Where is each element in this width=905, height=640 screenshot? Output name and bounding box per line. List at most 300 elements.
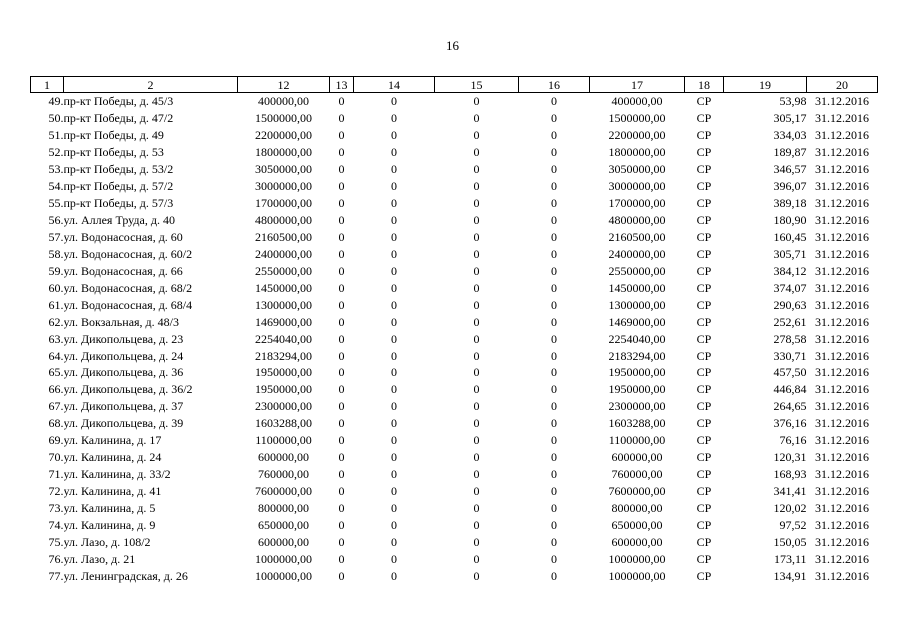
amount-col12-cell: 650000,00 xyxy=(258,517,309,532)
code-col18-cell: СР xyxy=(696,382,712,397)
value-col13-cell: 0 xyxy=(338,246,345,261)
value-col13-cell: 0 xyxy=(338,399,345,414)
amount-col17-cell: 1000000,00 xyxy=(608,568,666,583)
date-col20-cell: 31.12.2016 xyxy=(815,314,869,329)
row-number-cell: 68. xyxy=(48,416,64,431)
value-col16-cell: 0 xyxy=(551,196,557,211)
row-number-cell: 67. xyxy=(48,399,64,414)
address-cell: ул. Водонасосная, д. 68/4 xyxy=(63,297,193,312)
value-col13-cell: 0 xyxy=(338,162,345,177)
amount-col12-cell: 2400000,00 xyxy=(255,246,312,261)
amount-col17-cell: 400000,00 xyxy=(611,94,663,109)
value-col15-cell: 0 xyxy=(473,179,480,194)
address-cell: ул. Калинина, д. 24 xyxy=(63,450,162,465)
table-row xyxy=(31,245,878,262)
column-header: 20 xyxy=(807,77,878,93)
amount-col12-cell: 760000,00 xyxy=(258,467,309,482)
value-col16-cell: 0 xyxy=(551,229,557,244)
value-col14-cell: 0 xyxy=(391,246,397,261)
amount-col17-cell: 3000000,00 xyxy=(608,179,666,194)
value-col14-cell: 0 xyxy=(391,229,397,244)
address-cell: пр-кт Победы, д. 53/2 xyxy=(63,162,174,177)
value-col13-cell: 0 xyxy=(338,568,345,583)
amount-col12-cell: 2183294,00 xyxy=(255,348,312,363)
value-col19-cell: 290,63 xyxy=(773,297,807,312)
value-col14-cell: 0 xyxy=(391,128,397,143)
code-col18-cell: СР xyxy=(696,484,712,499)
value-col14-cell: 0 xyxy=(391,111,397,126)
date-col20-cell: 31.12.2016 xyxy=(815,467,869,482)
date-col20-cell: 31.12.2016 xyxy=(815,213,869,228)
value-col14-cell: 0 xyxy=(391,517,397,532)
value-col13-cell: 0 xyxy=(338,94,345,109)
value-col16-cell: 0 xyxy=(551,517,557,532)
date-col20-cell: 31.12.2016 xyxy=(815,246,869,261)
code-col18-cell: СР xyxy=(696,263,712,278)
value-col15-cell: 0 xyxy=(473,467,480,482)
value-col15-cell: 0 xyxy=(473,263,480,278)
amount-col17-cell: 1500000,00 xyxy=(608,111,666,126)
code-col18-cell: СР xyxy=(696,551,712,566)
table-row xyxy=(31,550,878,567)
row-number-cell: 75. xyxy=(48,534,64,549)
address-cell: ул. Лазо, д. 108/2 xyxy=(63,534,151,549)
value-col16-cell: 0 xyxy=(551,128,557,143)
address-cell: ул. Водонасосная, д. 60 xyxy=(63,229,183,244)
date-col20-cell: 31.12.2016 xyxy=(815,229,869,244)
column-header: 16 xyxy=(519,77,590,93)
address-cell: ул. Водонасосная, д. 66 xyxy=(63,263,183,278)
table-row xyxy=(31,296,878,313)
row-number-cell: 58. xyxy=(48,246,64,261)
value-col15-cell: 0 xyxy=(473,229,480,244)
table-row xyxy=(31,398,878,415)
amount-col12-cell: 3050000,00 xyxy=(255,162,312,177)
value-col15-cell: 0 xyxy=(473,111,480,126)
header-row xyxy=(31,77,878,93)
amount-col17-cell: 2160500,00 xyxy=(608,229,666,244)
value-col15-cell: 0 xyxy=(473,382,480,397)
date-col20-cell: 31.12.2016 xyxy=(815,179,869,194)
value-col13-cell: 0 xyxy=(338,484,345,499)
table-row xyxy=(31,516,878,533)
column-header: 19 xyxy=(724,77,807,93)
value-col15-cell: 0 xyxy=(473,145,480,160)
value-col16-cell: 0 xyxy=(551,145,557,160)
amount-col12-cell: 1603288,00 xyxy=(255,416,312,431)
value-col14-cell: 0 xyxy=(391,450,397,465)
value-col15-cell: 0 xyxy=(473,416,480,431)
value-col13-cell: 0 xyxy=(338,213,345,228)
amount-col17-cell: 1603288,00 xyxy=(608,416,666,431)
amount-col17-cell: 2400000,00 xyxy=(608,246,666,261)
value-col19-cell: 305,71 xyxy=(773,246,807,261)
value-col13-cell: 0 xyxy=(338,382,345,397)
code-col18-cell: СР xyxy=(696,128,712,143)
value-col15-cell: 0 xyxy=(473,246,480,261)
row-number-cell: 70. xyxy=(48,450,64,465)
amount-col12-cell: 400000,00 xyxy=(258,94,309,109)
amount-col12-cell: 7600000,00 xyxy=(255,484,312,499)
code-col18-cell: СР xyxy=(696,534,712,549)
value-col13-cell: 0 xyxy=(338,179,345,194)
amount-col12-cell: 1100000,00 xyxy=(255,433,312,448)
row-number-cell: 65. xyxy=(48,365,64,380)
code-col18-cell: СР xyxy=(696,433,712,448)
value-col19-cell: 341,41 xyxy=(773,484,807,499)
code-col18-cell: СР xyxy=(696,196,712,211)
row-number-cell: 59. xyxy=(48,263,64,278)
amount-col17-cell: 760000,00 xyxy=(611,467,663,482)
value-col19-cell: 396,07 xyxy=(773,179,807,194)
value-col15-cell: 0 xyxy=(473,399,480,414)
value-col16-cell: 0 xyxy=(551,551,557,566)
value-col14-cell: 0 xyxy=(391,179,397,194)
date-col20-cell: 31.12.2016 xyxy=(815,416,869,431)
amount-col17-cell: 800000,00 xyxy=(611,500,663,515)
table-row xyxy=(31,195,878,212)
amount-col17-cell: 1450000,00 xyxy=(608,280,666,295)
amount-col17-cell: 2300000,00 xyxy=(608,399,666,414)
value-col16-cell: 0 xyxy=(551,179,557,194)
value-col15-cell: 0 xyxy=(473,534,480,549)
address-cell: ул. Дикопольцева, д. 39 xyxy=(63,416,184,431)
code-col18-cell: СР xyxy=(696,416,712,431)
row-number-cell: 74. xyxy=(48,517,64,532)
date-col20-cell: 31.12.2016 xyxy=(815,534,869,549)
value-col16-cell: 0 xyxy=(551,331,557,346)
table-row xyxy=(31,178,878,195)
value-col13-cell: 0 xyxy=(338,314,345,329)
amount-col17-cell: 1950000,00 xyxy=(608,382,666,397)
value-col15-cell: 0 xyxy=(473,331,480,346)
amount-col17-cell: 2200000,00 xyxy=(608,128,666,143)
date-col20-cell: 31.12.2016 xyxy=(815,111,869,126)
row-number-cell: 69. xyxy=(48,433,64,448)
amount-col17-cell: 3050000,00 xyxy=(608,162,666,177)
date-col20-cell: 31.12.2016 xyxy=(815,551,869,566)
value-col19-cell: 346,57 xyxy=(773,162,807,177)
value-col15-cell: 0 xyxy=(473,450,480,465)
amount-col17-cell: 2183294,00 xyxy=(608,348,666,363)
value-col16-cell: 0 xyxy=(551,162,557,177)
value-col13-cell: 0 xyxy=(338,517,345,532)
value-col16-cell: 0 xyxy=(551,399,557,414)
date-col20-cell: 31.12.2016 xyxy=(815,568,869,583)
value-col13-cell: 0 xyxy=(338,331,345,346)
code-col18-cell: СР xyxy=(696,365,712,380)
row-number-cell: 62. xyxy=(48,314,64,329)
address-cell: ул. Калинина, д. 5 xyxy=(63,500,156,515)
code-col18-cell: СР xyxy=(696,348,712,363)
date-col20-cell: 31.12.2016 xyxy=(815,484,869,499)
row-number-cell: 61. xyxy=(48,297,64,312)
address-cell: ул. Вокзальная, д. 48/3 xyxy=(63,314,179,329)
value-col13-cell: 0 xyxy=(338,534,345,549)
value-col16-cell: 0 xyxy=(551,348,557,363)
value-col15-cell: 0 xyxy=(473,500,480,515)
row-number-cell: 57. xyxy=(48,229,64,244)
amount-col12-cell: 2200000,00 xyxy=(255,128,312,143)
value-col19-cell: 457,50 xyxy=(773,365,807,380)
value-col14-cell: 0 xyxy=(391,433,397,448)
address-cell: ул. Лазо, д. 21 xyxy=(63,551,136,566)
value-col15-cell: 0 xyxy=(473,128,480,143)
value-col13-cell: 0 xyxy=(338,297,345,312)
address-cell: ул. Дикопольцева, д. 24 xyxy=(63,348,184,363)
table-row xyxy=(31,364,878,381)
table-row xyxy=(31,144,878,161)
address-cell: ул. Калинина, д. 41 xyxy=(63,484,162,499)
address-cell: ул. Водонасосная, д. 60/2 xyxy=(63,246,193,261)
row-number-cell: 54. xyxy=(48,179,64,194)
code-col18-cell: СР xyxy=(696,179,712,194)
code-col18-cell: СР xyxy=(696,399,712,414)
value-col15-cell: 0 xyxy=(473,568,480,583)
date-col20-cell: 31.12.2016 xyxy=(815,399,869,414)
value-col16-cell: 0 xyxy=(551,450,557,465)
amount-col12-cell: 3000000,00 xyxy=(255,179,312,194)
value-col16-cell: 0 xyxy=(551,297,557,312)
date-col20-cell: 31.12.2016 xyxy=(815,382,869,397)
value-col19-cell: 389,18 xyxy=(773,196,807,211)
value-col19-cell: 150,05 xyxy=(773,534,807,549)
amount-col17-cell: 1950000,00 xyxy=(608,365,666,380)
amount-col12-cell: 800000,00 xyxy=(258,500,309,515)
value-col14-cell: 0 xyxy=(391,399,397,414)
column-header: 18 xyxy=(685,77,724,93)
amount-col12-cell: 2254040,00 xyxy=(255,331,312,346)
amount-col12-cell: 1000000,00 xyxy=(255,551,312,566)
value-col13-cell: 0 xyxy=(338,263,345,278)
column-header: 14 xyxy=(354,77,435,93)
column-header: 17 xyxy=(590,77,685,93)
amount-col12-cell: 2300000,00 xyxy=(255,399,312,414)
value-col16-cell: 0 xyxy=(551,314,557,329)
code-col18-cell: СР xyxy=(696,467,712,482)
value-col16-cell: 0 xyxy=(551,365,557,380)
value-col19-cell: 53,98 xyxy=(779,94,807,109)
table-row xyxy=(31,381,878,398)
value-col14-cell: 0 xyxy=(391,551,397,566)
value-col16-cell: 0 xyxy=(551,484,557,499)
code-col18-cell: СР xyxy=(696,314,712,329)
value-col19-cell: 374,07 xyxy=(773,280,807,295)
value-col14-cell: 0 xyxy=(391,467,397,482)
date-col20-cell: 31.12.2016 xyxy=(815,196,869,211)
row-number-cell: 63. xyxy=(48,331,64,346)
value-col13-cell: 0 xyxy=(338,111,345,126)
column-header: 1 xyxy=(31,77,64,93)
column-header: 2 xyxy=(64,77,238,93)
table-row xyxy=(31,279,878,296)
date-col20-cell: 31.12.2016 xyxy=(815,263,869,278)
value-col15-cell: 0 xyxy=(473,314,480,329)
value-col19-cell: 376,16 xyxy=(773,416,807,431)
amount-col12-cell: 2160500,00 xyxy=(255,229,312,244)
amount-col12-cell: 1800000,00 xyxy=(255,145,312,160)
value-col16-cell: 0 xyxy=(551,246,557,261)
amount-col12-cell: 600000,00 xyxy=(258,534,309,549)
value-col13-cell: 0 xyxy=(338,467,345,482)
value-col13-cell: 0 xyxy=(338,551,345,566)
row-number-cell: 77. xyxy=(48,568,64,583)
table-row xyxy=(31,161,878,178)
address-cell: ул. Калинина, д. 9 xyxy=(63,517,156,532)
value-col14-cell: 0 xyxy=(391,263,397,278)
code-col18-cell: СР xyxy=(696,450,712,465)
value-col15-cell: 0 xyxy=(473,433,480,448)
value-col14-cell: 0 xyxy=(391,297,397,312)
value-col15-cell: 0 xyxy=(473,297,480,312)
amount-col12-cell: 1950000,00 xyxy=(255,382,312,397)
value-col13-cell: 0 xyxy=(338,450,345,465)
amount-col12-cell: 1469000,00 xyxy=(255,314,312,329)
address-cell: ул. Калинина, д. 33/2 xyxy=(63,467,171,482)
value-col16-cell: 0 xyxy=(551,280,557,295)
value-col15-cell: 0 xyxy=(473,365,480,380)
value-col13-cell: 0 xyxy=(338,128,345,143)
value-col14-cell: 0 xyxy=(391,162,397,177)
value-col16-cell: 0 xyxy=(551,433,557,448)
value-col16-cell: 0 xyxy=(551,467,557,482)
value-col13-cell: 0 xyxy=(338,145,345,160)
row-number-cell: 50. xyxy=(48,111,64,126)
value-col19-cell: 252,61 xyxy=(773,314,807,329)
row-number-cell: 53. xyxy=(48,162,64,177)
code-col18-cell: СР xyxy=(696,229,712,244)
value-col13-cell: 0 xyxy=(338,433,345,448)
amount-col17-cell: 1700000,00 xyxy=(608,196,666,211)
address-cell: ул. Дикопольцева, д. 36/2 xyxy=(63,382,193,397)
code-col18-cell: СР xyxy=(696,94,712,109)
date-col20-cell: 31.12.2016 xyxy=(815,433,869,448)
page-number: 16 xyxy=(446,38,459,53)
value-col15-cell: 0 xyxy=(473,517,480,532)
code-col18-cell: СР xyxy=(696,568,712,583)
amount-col17-cell: 1300000,00 xyxy=(608,297,666,312)
value-col13-cell: 0 xyxy=(338,348,345,363)
address-cell: пр-кт Победы, д. 49 xyxy=(63,128,164,143)
table-row xyxy=(31,500,878,517)
column-header: 12 xyxy=(238,77,330,93)
address-cell: ул. Ленинградская, д. 26 xyxy=(63,568,188,583)
address-cell: ул. Аллея Труда, д. 40 xyxy=(63,213,175,228)
value-col16-cell: 0 xyxy=(551,500,557,515)
table-row xyxy=(31,229,878,246)
value-col19-cell: 384,12 xyxy=(773,263,807,278)
code-col18-cell: СР xyxy=(696,145,712,160)
address-cell: пр-кт Победы, д. 47/2 xyxy=(63,111,174,126)
row-number-cell: 66. xyxy=(48,382,64,397)
code-col18-cell: СР xyxy=(696,517,712,532)
address-cell: ул. Дикопольцева, д. 37 xyxy=(63,399,184,414)
amount-col17-cell: 600000,00 xyxy=(611,534,663,549)
value-col15-cell: 0 xyxy=(473,213,480,228)
date-col20-cell: 31.12.2016 xyxy=(815,365,869,380)
value-col19-cell: 180,90 xyxy=(773,213,807,228)
value-col14-cell: 0 xyxy=(391,280,397,295)
table-row xyxy=(31,449,878,466)
amount-col12-cell: 1450000,00 xyxy=(255,280,312,295)
date-col20-cell: 31.12.2016 xyxy=(815,297,869,312)
table-row xyxy=(31,466,878,483)
value-col14-cell: 0 xyxy=(391,213,397,228)
row-number-cell: 60. xyxy=(48,280,64,295)
amount-col17-cell: 600000,00 xyxy=(611,450,663,465)
table-row xyxy=(31,212,878,229)
value-col19-cell: 334,03 xyxy=(773,128,807,143)
value-col14-cell: 0 xyxy=(391,500,397,515)
amount-col17-cell: 1800000,00 xyxy=(608,145,666,160)
amount-col17-cell: 1000000,00 xyxy=(608,551,666,566)
code-col18-cell: СР xyxy=(696,280,712,295)
table-row xyxy=(31,415,878,432)
code-col18-cell: СР xyxy=(696,246,712,261)
row-number-cell: 55. xyxy=(48,196,64,211)
code-col18-cell: СР xyxy=(696,213,712,228)
row-number-cell: 72. xyxy=(48,484,64,499)
amount-col17-cell: 2254040,00 xyxy=(608,331,666,346)
code-col18-cell: СР xyxy=(696,331,712,346)
amount-col17-cell: 650000,00 xyxy=(611,517,663,532)
amount-col12-cell: 4800000,00 xyxy=(255,213,312,228)
value-col14-cell: 0 xyxy=(391,314,397,329)
value-col19-cell: 76,16 xyxy=(779,433,807,448)
table-row xyxy=(31,127,878,144)
table-row xyxy=(31,93,878,110)
value-col14-cell: 0 xyxy=(391,196,397,211)
row-number-cell: 56. xyxy=(48,213,64,228)
date-col20-cell: 31.12.2016 xyxy=(815,450,869,465)
table-row xyxy=(31,330,878,347)
date-col20-cell: 31.12.2016 xyxy=(815,500,869,515)
value-col19-cell: 160,45 xyxy=(773,229,807,244)
value-col16-cell: 0 xyxy=(551,263,557,278)
value-col16-cell: 0 xyxy=(551,568,557,583)
column-header: 15 xyxy=(435,77,519,93)
amount-col12-cell: 1950000,00 xyxy=(255,365,312,380)
amount-col17-cell: 1469000,00 xyxy=(608,314,666,329)
table-row xyxy=(31,347,878,364)
value-col19-cell: 189,87 xyxy=(773,145,807,160)
amount-col12-cell: 1500000,00 xyxy=(255,111,312,126)
value-col19-cell: 97,52 xyxy=(779,517,807,532)
table-row xyxy=(31,533,878,550)
value-col16-cell: 0 xyxy=(551,111,557,126)
value-col19-cell: 168,93 xyxy=(773,467,807,482)
address-cell: ул. Дикопольцева, д. 36 xyxy=(63,365,184,380)
value-col16-cell: 0 xyxy=(551,382,557,397)
value-col14-cell: 0 xyxy=(391,348,397,363)
value-col13-cell: 0 xyxy=(338,280,345,295)
row-number-cell: 52. xyxy=(48,145,64,160)
code-col18-cell: СР xyxy=(696,297,712,312)
amount-col12-cell: 600000,00 xyxy=(258,450,309,465)
value-col14-cell: 0 xyxy=(391,145,397,160)
value-col13-cell: 0 xyxy=(338,500,345,515)
value-col16-cell: 0 xyxy=(551,94,557,109)
column-header: 13 xyxy=(330,77,354,93)
value-col19-cell: 305,17 xyxy=(773,111,807,126)
value-col13-cell: 0 xyxy=(338,196,345,211)
value-col15-cell: 0 xyxy=(473,162,480,177)
value-col14-cell: 0 xyxy=(391,365,397,380)
value-col19-cell: 134,91 xyxy=(773,568,807,583)
value-col16-cell: 0 xyxy=(551,534,557,549)
row-number-cell: 76. xyxy=(48,551,64,566)
table-row xyxy=(31,567,878,584)
